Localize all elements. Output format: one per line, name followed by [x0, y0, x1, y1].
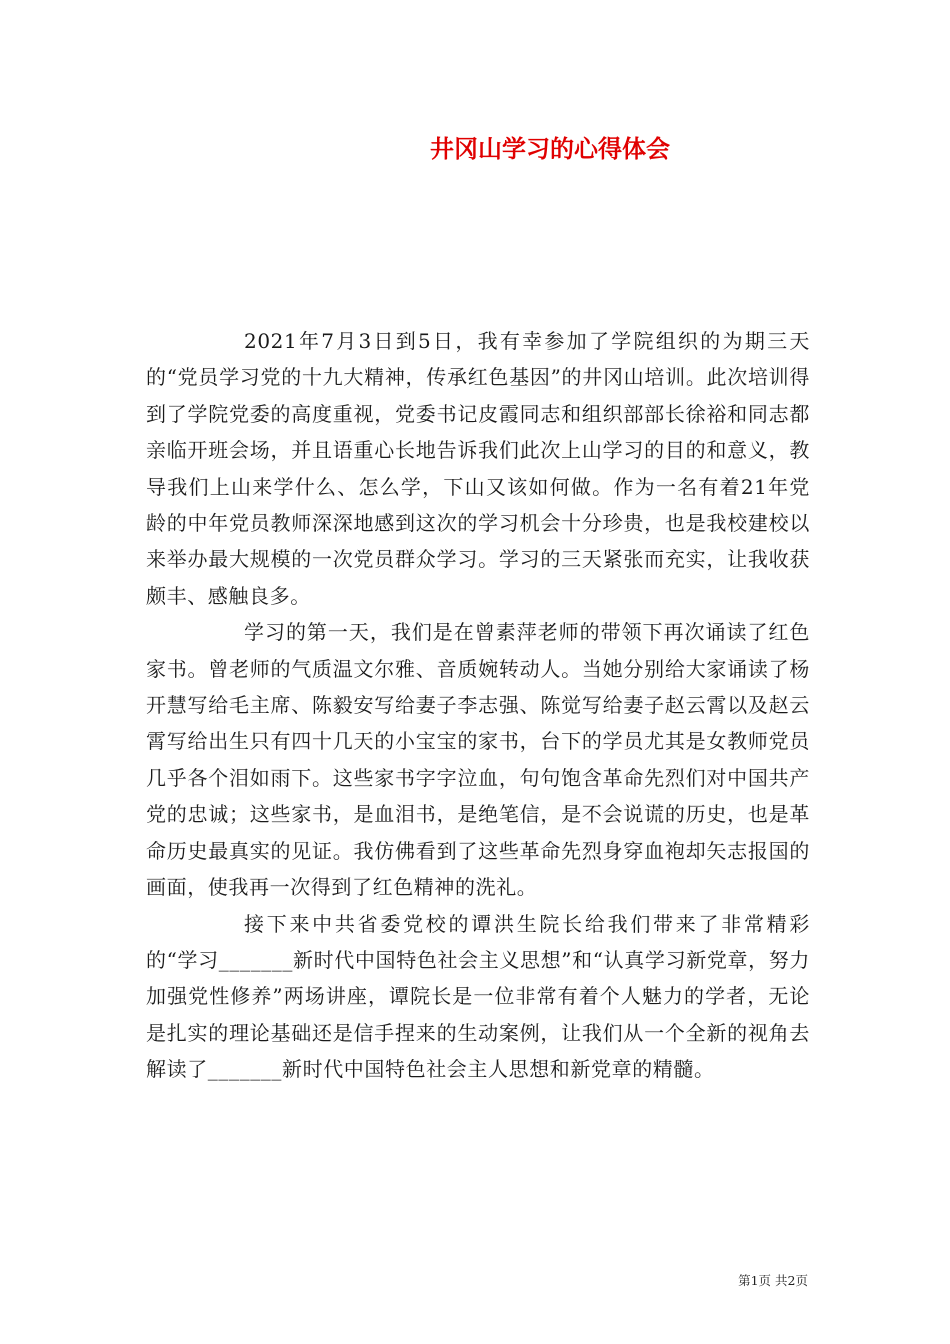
paragraph-2: 学习的第一天，我们是在曾素萍老师的带领下再次诵读了红色家书。曾老师的气质温文尔雅、音质婉转动人。当她分别给大家诵读了杨开慧写给毛主席、陈毅安写给妻子李志强、陈觉写给妻子赵云霄以及赵云霄写给出生只有四十几天的小宝宝的家书，台下的学员尤其是女教师党员几乎各个泪如雨下。这些家书字字泣血，句句饱含革命先烈们对中国共产党的忠诚；这些家书，是血泪书，是绝笔信，是不会说谎的历史，也是革命历史最真实的见证。我仿佛看到了这些革命先烈身穿血袍却矢志报国的画面，使我再一次得到了红色精神的洗礼。 [146, 620, 810, 900]
document-body [146, 323, 810, 1088]
paragraph-3: 接下来中共省委党校的谭洪生院长给我们带来了非常精彩的“学习_______新时代中国特色社会主义思想”和“认真学习新党章，努力加强党性修养”两场讲座，谭院长是一位非常有着个人魅力的学者，无论是扎实的理论基础还是信手捏来的生动案例，让我们从一个全新的视角去解读了_______新时代中国特色社会主人思想和新党章的精髓。 [146, 911, 810, 1082]
document-title: 井冈山学习的心得体会 [430, 135, 670, 163]
page-indicator: 第1页 共2页 [738, 1273, 808, 1288]
paragraph-1: 2021年7月3日到5日，我有幸参加了学院组织的为期三天的“党员学习党的十九大精神，传承红色基因”的井冈山培训。此次培训得到了学院党委的高度重视，党委书记皮霞同志和组织部部长徐裕和同志都亲临开班会场，并且语重心长地告诉我们此次上山学习的目的和意义，教导我们上山来学什么、怎么学，下山又该如何做。作为一名有着21年党龄的中年党员教师深深地感到这次的学习机会十分珍贵，也是我校建校以来举办最大规模的一次党员群众学习。学习的三天紧张而充实，让我收获颇丰、感触良多。 [146, 329, 810, 608]
